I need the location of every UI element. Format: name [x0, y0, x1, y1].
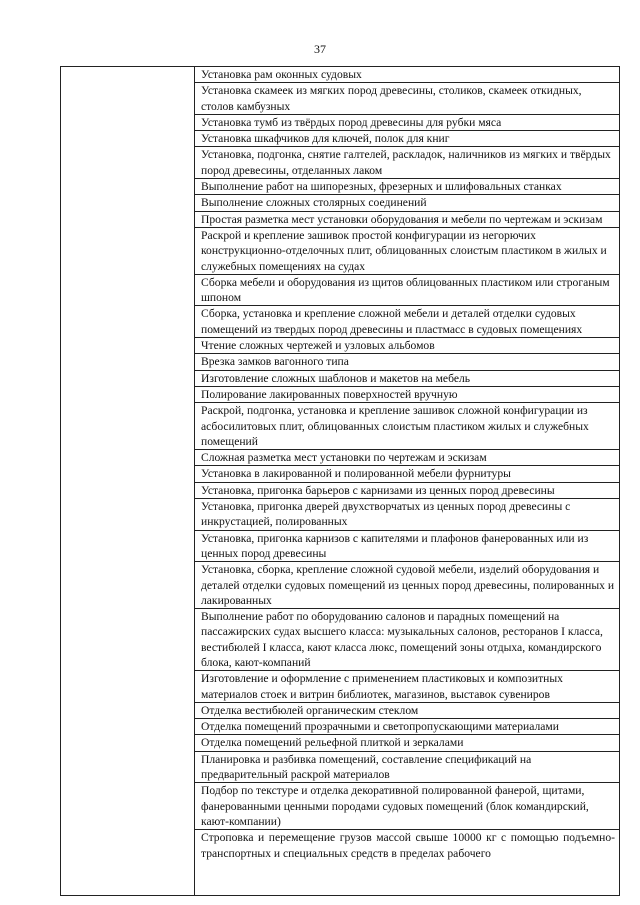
- work-item: Установка, подгонка, снятие галтелей, раскладок, наличников из мягких и твёрдых пород древесины, отделанных лаком: [195, 147, 619, 179]
- work-item: Отделка помещений рельефной плиткой и зеркалами: [195, 735, 619, 751]
- work-list-cell: [195, 67, 620, 896]
- work-item: Установка, пригонка карнизов с капителями и плафонов фанерованных или из ценных пород древесины: [195, 531, 619, 563]
- work-description-table: [60, 66, 620, 896]
- work-item: Раскрой и крепление зашивок простой конфигурации из негорючих конструкционно-отделочных плит, облицованных слоистым пластиком в жилых и служебных помещениях на судах: [195, 228, 619, 275]
- work-item: Отделка помещений прозрачными и светопропускающими материалами: [195, 719, 619, 735]
- work-item: Установка, пригонка барьеров с карнизами из ценных пород древесины: [195, 483, 619, 499]
- empty-left-column-cell: [61, 67, 195, 896]
- work-item: Сборка мебели и оборудования из щитов облицованных пластиком или строганым шпоном: [195, 275, 619, 307]
- work-item: Полирование лакированных поверхностей вручную: [195, 387, 619, 403]
- work-item: Установка, пригонка дверей двухстворчатых из ценных пород древесины с инкрустацией, полированных: [195, 499, 619, 531]
- work-item: Отделка вестибюлей органическим стеклом: [195, 703, 619, 719]
- work-item: Раскрой, подгонка, установка и крепление зашивок сложной конфигурации из асбосилитовых плит, облицованных слоистым пластиком жилых и служебных помещений: [195, 403, 619, 450]
- page-number: 37: [314, 42, 326, 56]
- work-item: Подбор по текстуре и отделка декоративной полированной фанерой, щитами, фанерованными ценными породами судовых помещений (блок командирский, кают-компании): [195, 783, 619, 830]
- work-item: Установка рам оконных судовых: [195, 67, 619, 83]
- work-item: Изготовление сложных шаблонов и макетов на мебель: [195, 371, 619, 387]
- work-item: Выполнение работ на шипорезных, фрезерных и шлифовальных станках: [195, 179, 619, 195]
- work-item: Чтение сложных чертежей и узловых альбомов: [195, 338, 619, 354]
- work-item: Установка тумб из твёрдых пород древесины для рубки мяса: [195, 115, 619, 131]
- work-item: Изготовление и оформление с применением пластиковых и композитных материалов стоек и витрин библиотек, магазинов, выставок сувениров: [195, 671, 619, 703]
- work-item: Врезка замков вагонного типа: [195, 354, 619, 370]
- work-item: Выполнение сложных столярных соединений: [195, 195, 619, 211]
- work-item: Сложная разметка мест установки по чертежам и эскизам: [195, 450, 619, 466]
- work-item: Строповка и перемещение грузов массой свыше 10000 кг с помощью подъемно-транспортных и специальных средств в пределах рабочего: [201, 831, 615, 860]
- work-item: Планировка и разбивка помещений, составление спецификаций на предварительный раскрой материалов: [195, 752, 619, 784]
- work-item: Простая разметка мест установки оборудования и мебели по чертежам и эскизам: [195, 212, 619, 228]
- work-items: [195, 67, 619, 895]
- work-item: Выполнение работ по оборудованию салонов и парадных помещений на пассажирских судах высшего класса: музыкальных салонов, ресторанов I класса, вестибюлей I класса, кают класса люкс, помещений зоны отдыха, командирского блока, кают-компаний: [195, 609, 619, 671]
- work-item: Сборка, установка и крепление сложной мебели и деталей отделки судовых помещений из твердых пород древесины и пластмасс в судовых помещениях: [195, 306, 619, 338]
- work-item: Установка, сборка, крепление сложной судовой мебели, изделий оборудования и деталей отделки судовых помещений из ценных пород древесины, полированных и лакированных: [195, 562, 619, 609]
- work-item: Установка скамеек из мягких пород древесины, столиков, скамеек откидных, столов камбузных: [195, 83, 619, 115]
- work-item: Установка в лакированной и полированной мебели фурнитуры: [195, 466, 619, 482]
- work-item: Установка шкафчиков для ключей, полок для книг: [195, 131, 619, 147]
